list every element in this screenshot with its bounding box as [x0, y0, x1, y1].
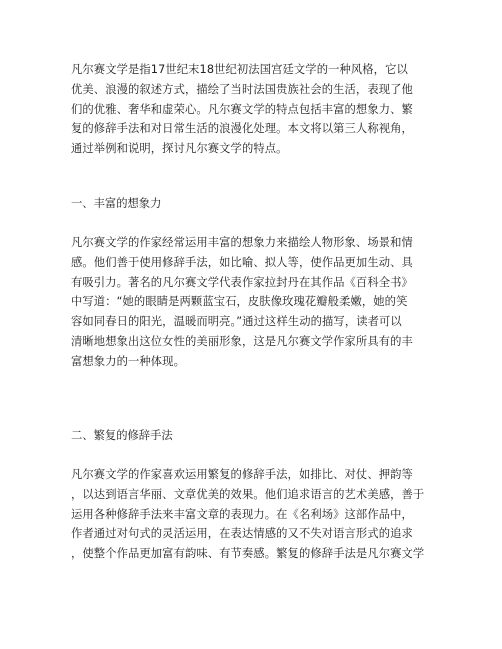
paragraph-line: 复的修辞手法和对日常生活的浪漫化处理。本文将以第三人称视角，: [71, 122, 413, 136]
paragraph-line: 凡尔赛文学的作家喜欢运用繁复的修辞手法，如排比、对仗、押韵等: [71, 468, 413, 481]
paragraph-line: 通过举例和说明，探讨凡尔赛文学的特点。: [71, 142, 288, 156]
paragraph-line: ，以达到语言华丽、文章优美的效果。他们追求语言的艺术美感，善于: [71, 487, 425, 501]
section-heading-imagination: 一、丰富的想象力: [71, 197, 162, 210]
intro-paragraph: [71, 60, 451, 159]
paragraph-line: 作者通过对句式的灵活运用，在表达情感的又不失对语言形式的追求: [71, 527, 413, 541]
paragraph-line: 容如同春日的阳光，温暖而明亮。”通过这样生动的描写，读者可以: [71, 315, 402, 329]
paragraph-line: 们的优雅、奢华和虚荣心。凡尔赛文学的特点包括丰富的想象力、繁: [71, 102, 413, 116]
paragraph-line: 清晰地想象出这位女性的美丽形象，这是凡尔赛文学作家所具有的丰: [71, 334, 413, 348]
paragraph-line: 凡尔赛文学的作家经常运用丰富的想象力来描绘人物形象、场景和情: [71, 236, 413, 249]
paragraph-line: 凡尔赛文学是指17世纪末18世纪初法国宫廷文学的一种风格，它以: [71, 63, 408, 76]
paragraph-line: 有吸引力。著名的凡尔赛文学代表作家拉封丹在其作品《百科全书》: [71, 275, 413, 289]
paragraph-line: 中写道：“她的眼睛是两颗蓝宝石，皮肤像玫瑰花瓣般柔嫩，她的笑: [71, 295, 408, 309]
paragraph-line: 运用各种修辞手法来丰富文章的表现力。在《名利场》这部作品中，: [71, 507, 413, 521]
paragraph-line: 富想象力的一种体现。: [71, 354, 185, 368]
section-heading-rhetoric: 二、繁复的修辞手法: [71, 429, 173, 442]
paragraph-line: ，使整个作品更加富有韵味、有节奏感。繁复的修辞手法是凡尔赛文学: [71, 547, 425, 561]
section-paragraph-imagination: [71, 233, 451, 372]
paragraph-line: 感。他们善于使用修辞手法，如比喻、拟人等，使作品更加生动、具: [71, 255, 413, 269]
paragraph-line: 优美、浪漫的叙述方式，描绘了当时法国贵族社会的生活，表现了他: [71, 82, 413, 96]
section-paragraph-rhetoric: [71, 465, 451, 564]
